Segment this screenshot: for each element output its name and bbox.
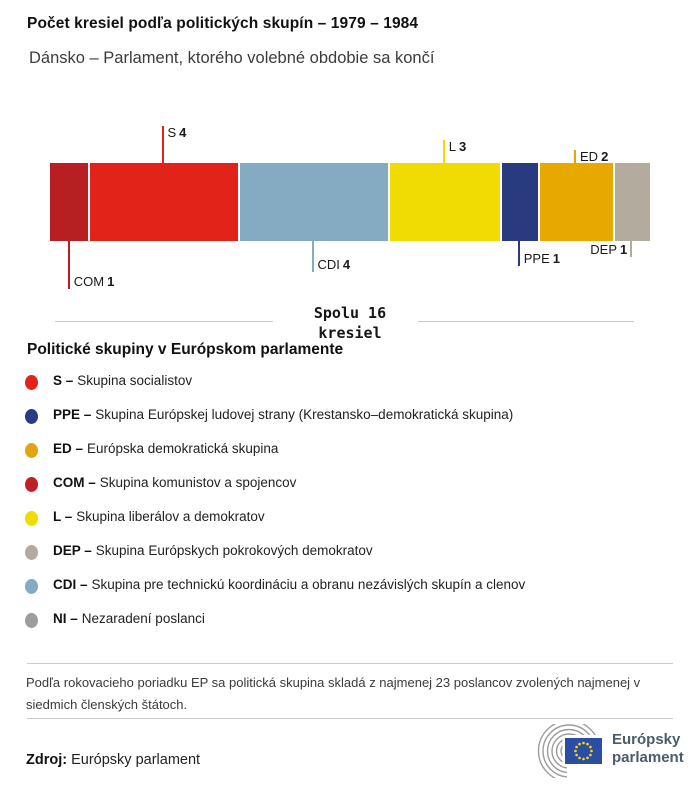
callout-tick-ppe (518, 241, 520, 266)
legend-item-ni (0, 603, 700, 637)
legend-item-label: ED – Európska demokratická skupina (53, 441, 279, 456)
legend-item-ed (0, 433, 700, 467)
page-title: Počet kresiel podľa politických skupín – 1979 – 1984 (27, 15, 419, 32)
seat-label-dep: DEP 1 (590, 242, 628, 257)
legend-item-label: NI – Nezaradení poslanci (53, 611, 205, 626)
seat-label-ppe: PPE 1 (523, 251, 560, 266)
source-value: Európsky parlament (71, 752, 201, 768)
callout-tick-s (162, 126, 164, 163)
legend-color-dot (25, 477, 38, 492)
total-seats-label-line2: kresiel (318, 324, 382, 342)
legend-item-label: COM – Skupina komunistov a spojencov (53, 475, 297, 490)
bar-segment-cdi[interactable] (238, 163, 388, 241)
seat-label-cdi: CDI 4 (317, 257, 351, 272)
legend-color-dot (25, 511, 38, 526)
callout-tick-ed (574, 150, 576, 163)
callout-tick-dep (630, 241, 632, 257)
total-seats-label-line1: Spolu 16 (313, 304, 387, 322)
legend-item-ppe (0, 399, 700, 433)
legend-color-dot (25, 613, 38, 628)
callout-tick-l (443, 140, 445, 163)
total-divider-right (418, 321, 634, 322)
bar-segment-com[interactable] (50, 163, 88, 241)
footnote-rule-bottom (27, 718, 673, 719)
bar-segment-s[interactable] (88, 163, 238, 241)
callout-tick-com (68, 241, 70, 289)
legend-item-cdi (0, 569, 700, 603)
legend-heading: Politické skupiny v Európskom parlamente (27, 341, 344, 358)
legend-item-l (0, 501, 700, 535)
footnote-rule-top (27, 663, 673, 664)
legend-color-dot (25, 409, 38, 424)
legend-item-label: PPE – Skupina Európskej ludovej strany (Krestansko–demokratická skupina) (53, 407, 514, 422)
seat-label-s: S 4 (167, 125, 187, 140)
legend-item-s (0, 365, 700, 399)
bar-segment-l[interactable] (388, 163, 501, 241)
legend-item-label: DEP – Skupina Európskych pokrokových demokratov (53, 543, 373, 558)
bar-segment-dep[interactable] (613, 163, 651, 241)
legend-item-com (0, 467, 700, 501)
bar-segment-ed[interactable] (538, 163, 613, 241)
source-label: Zdroj: (26, 752, 68, 768)
legend-item-label: L – Skupina liberálov a demokratov (53, 509, 265, 524)
callout-tick-cdi (312, 241, 314, 272)
page-subtitle: Dánsko – Parlament, ktorého volebné obdobie sa končí (29, 49, 435, 67)
total-divider-left (55, 321, 273, 322)
legend-color-dot (25, 375, 38, 390)
source-line (26, 752, 200, 768)
legend-item-label: S – Skupina socialistov (53, 373, 193, 388)
ep-logo-text: Európsky parlament (612, 731, 684, 766)
legend-color-dot (25, 579, 38, 594)
legend-color-dot (25, 443, 38, 458)
bar-segment-ppe[interactable] (500, 163, 538, 241)
legend-color-dot (25, 545, 38, 560)
seat-label-l: L 3 (448, 139, 467, 154)
ep-logo (524, 724, 684, 778)
footnote-text: Podľa rokovacieho poriadku EP sa politická skupina skladá z najmenej 23 poslancov zvolených najmenej v siedmich členských štátoch. (26, 675, 641, 712)
seat-label-com: COM 1 (73, 274, 115, 289)
legend-item-dep (0, 535, 700, 569)
legend-item-label: CDI – Skupina pre technickú koordináciu a obranu nezávislých skupín a clenov (53, 577, 526, 592)
ep-hemicycle-flag-icon (524, 724, 608, 778)
seat-label-ed: ED 2 (580, 149, 609, 164)
